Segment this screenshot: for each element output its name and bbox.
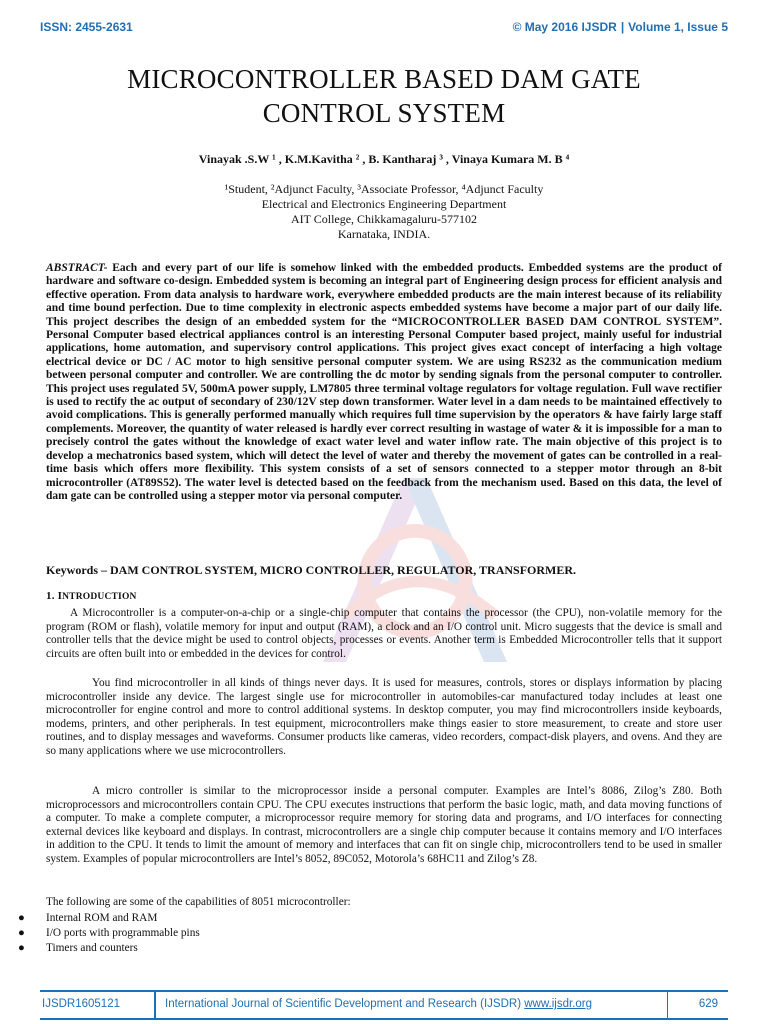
paragraph-1 <box>46 607 722 661</box>
affiliation <box>40 182 728 242</box>
abstract-text: Each and every part of our life is somehow linked with the embedded products. Embedded systems are the product of hardware and software co-design. Embedded system is becoming an integral part of Engineering design process for efficient analysis and effective operation. From data analysis to hardware work, everywhere embedded products are the main interest because of its reliability and time bound perfection. Due to time complexity in electronic aspects embedded systems have become a major part of our daily life. This project describes the design of an embedded system for the “MICROCONTROLLER BASED DAM CONTROL SYSTEM”. Personal Computer based electrical appliances control is an interesting Personal Computer based project, mainly useful for industrial applications, home automation, and supervisory control applications. This project gives exact concept of interfacing a high voltage electrical device or DC / AC motor to high sensitive personal computer system. We are using RS232 as the communication medium between personal computer and controller. We are controlling the dc motor by sending signals from the personal computer to controller. This project uses regulated 5V, 500mA power supply, LM7805 three terminal voltage regulators for voltage regulation. Full wave rectifier is used to rectify the ac output of secondary of 230/12V step down transformer. Water level in a dam needs to be maintained effectively to avoid complications. This is generally performed manually which requires full time supervision by the operators & have fairly large staff complements. Moreover, the quantity of water released is hardly ever correct resulting in wastage of water & it is impossible for a man to precisely control the gates without the knowledge of exact water level and water inflow rate. The main objective of this project is to develop a mechatronics based system, which will detect the level of water and thereby the movement of gates can be controlled in a real-time basis which offers more flexibility. This system consists of a set of sensors connected to a stepper motor through an 8-bit microcontroller (AT89S52). The water level is detected based on the feedback from the mechanism used. Based on this data, the level of dam gate can be controlled using a stepper motor via personal computer. <box>46 262 722 502</box>
title-line-1: MICROCONTROLLER BASED DAM GATE <box>127 64 641 94</box>
list-item <box>16 941 200 956</box>
capabilities-list <box>16 911 200 956</box>
bullet-icon: ● <box>18 912 25 924</box>
department: Electrical and Electronics Engineering Department <box>261 197 507 211</box>
date-journal: © May 2016 IJSDR <box>512 20 617 34</box>
location: Karnataka, INDIA. <box>337 227 431 241</box>
paragraph-text: You find microcontroller in all kinds of things never days. It is used for measures, controls, stores or displays information by placing microcontroller inside any device. The largest single use for microcontroller in automobiles-car manufactured today includes at least one microcontroller for engine control and more to control additional systems. In desktop computer, you may find microcontrollers inside keyboards, modems, printers, and other peripherals. In test equipment, microcontrollers make things easier to store measurement, to create and store user routines, and to display messages and waveforms. Consumer products like cameras, video recorders, compact-disk players, and ovens. And they are so many applications where we use microcontrollers. <box>46 677 722 757</box>
college: AIT College, Chikkamagaluru-577102 <box>290 212 478 226</box>
list-item-text: I/O ports with programmable pins <box>46 927 200 939</box>
page-number: 629 <box>698 998 718 1010</box>
journal-link[interactable]: www.ijsdr.org <box>524 998 592 1010</box>
list-item-text: Internal ROM and RAM <box>46 912 158 924</box>
paragraph-2 <box>46 677 722 759</box>
issn: ISSN: 2455-2631 <box>40 20 133 34</box>
page-header <box>40 20 728 40</box>
author-roles: ¹Student, ²Adjunct Faculty, ³Associate Professor, ⁴Adjunct Faculty <box>224 182 544 196</box>
paper-id: IJSDR1605121 <box>42 998 120 1010</box>
journal-title: International Journal of Scientific Development and Research (IJSDR) <box>165 998 522 1010</box>
paragraph-text: A Microcontroller is a computer-on-a-chip or a single-chip computer that contains the processor (the CPU), non-volatile memory for the program (ROM or flash), volatile memory for input and output (RAM), a clock and an I/O control unit. Micro suggests that the device is small and controller tells that the device might be used to control objects, processes or events. Another term is Embedded Microcontroller tells that it support circuits are often built into or embedded in the devices for control. <box>46 607 722 660</box>
list-item-text: Timers and counters <box>46 942 138 954</box>
title-line-2: CONTROL SYSTEM <box>262 98 506 128</box>
paragraph-3 <box>46 785 722 867</box>
section-number: 1. I <box>46 590 63 602</box>
volume-issue: Volume 1, Issue 5 <box>628 20 728 34</box>
section-heading-introduction <box>46 590 137 602</box>
capabilities-intro: The following are some of the capabilities of 8051 microcontroller: <box>46 896 351 908</box>
paragraph-text: A micro controller is similar to the microprocessor inside a personal computer. Examples are Intel’s 8086, Zilog’s Z80. Both microprocessors and microcontrollers contain CPU. The CPU executes instructions that perform the basic logic, math, and data moving functions of a computer. To make a complete computer, a microprocessor require memory for storing data and programs, and I/O interfaces for connecting external devices like keyboard and displays. In contrast, microcontrollers are a single chip computer because it contains memory and I/O interfaces in addition to the CPU. It tends to limit the amount of memory and interfaces that can fit on single chip, microcontrollers tend to be used in smaller system. Examples of popular microcontrollers are Intel’s 8052, 89C052, Motorola’s 68HC11 and Zilog’s Z8. <box>46 785 722 865</box>
list-item <box>16 911 200 926</box>
keywords: Keywords – DAM CONTROL SYSTEM, MICRO CONTROLLER, REGULATOR, TRANSFORMER. <box>46 563 577 577</box>
author-list: Vinayak .S.W ¹ , K.M.Kavitha ² , B. Kantharaj ³ , Vinaya Kumara M. B ⁴ <box>198 152 570 166</box>
footer-divider <box>154 992 156 1018</box>
list-item <box>16 926 200 941</box>
bullet-icon: ● <box>18 942 25 954</box>
page-footer <box>40 990 728 1020</box>
abstract-label: ABSTRACT- <box>46 262 108 274</box>
journal-name <box>165 998 592 1010</box>
section-title-rest: NTRODUCTION <box>62 592 137 602</box>
abstract <box>46 262 722 503</box>
paper-title <box>40 62 728 130</box>
bullet-icon: ● <box>18 927 25 939</box>
footer-divider <box>667 992 669 1018</box>
separator: | <box>620 20 625 34</box>
journal-issue-info <box>513 20 728 34</box>
